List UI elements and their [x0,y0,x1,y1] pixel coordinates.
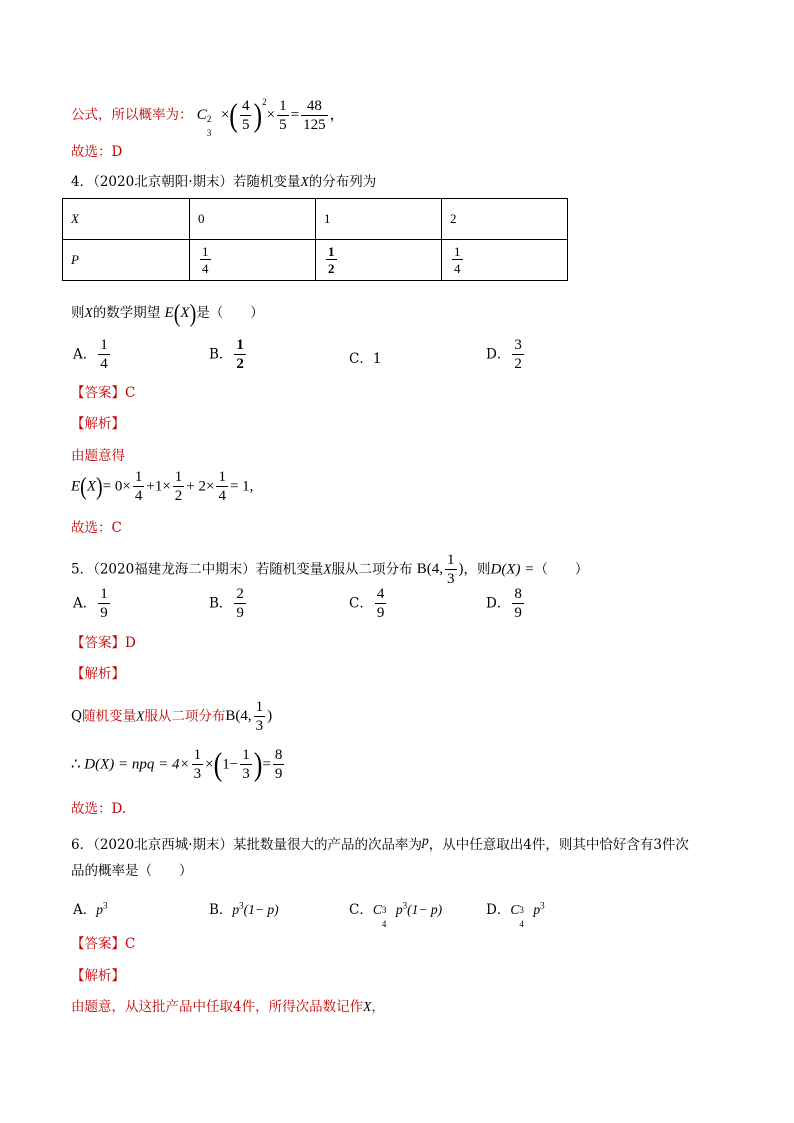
q5-answer: 【答案】D [71,635,136,651]
q5-option-a: A． $\frac{1}{9}$ [73,586,108,621]
q4-option-a: A． $\frac{1}{4}$ [73,337,108,372]
q6-option-b: B．$p^3(1- p)$ [209,900,279,918]
distribution-table [62,198,568,281]
q4-choose: 故选：C [71,520,122,536]
prev-answer: 故选：D [71,144,123,160]
q4-option-b: B． $\frac{1}{2}$ [209,337,244,372]
q5-line2: ∴ D(X) = npq = 4× $\frac{1}{3}$ ×(1− $\frac{1}{3}$ )= $\frac{8}{9}$ [71,746,283,783]
q5-option-b: B． $\frac{2}{9}$ [209,586,244,621]
q6-option-d: D．C 3 4 $p^3$ [486,900,545,929]
q5-stem: 5．（2020福建龙海二中期末）若随机变量X服从二项分布 B(4, $\frac{1}{3}$ )，则D(X) =（ ） [71,552,589,587]
intro-formula: C 2 3 ×( $\frac{4}{5}$ )$^2$× $\frac{1}{5}$ = $\frac{48}{125}$ ， [196,96,345,138]
q4-option-c: C．1 [349,351,382,367]
q5-choose: 故选：D. [71,801,127,817]
q6-line2: 品的概率是（ ） [71,863,193,879]
q6-line1: 6．（2020北京西城·期末）某批数量很大的产品的次品率为p，从中任意取出4件，则其中恰好含有3件次 [71,833,689,853]
table-row: X 0 1 2 [63,199,568,240]
q5-analysis: 【解析】 [71,666,125,682]
q4-derive: 由题意得 [71,448,125,464]
q5-option-c: C． $\frac{4}{9}$ [349,586,385,621]
q4-stem: 4．（2020北京朝阳·期末）若随机变量X的分布列为 [71,174,377,190]
q6-derive: 由题意，从这批产品中任取4件，所得次品数记作X， [71,999,385,1015]
q6-analysis: 【解析】 [71,968,125,984]
q5-option-d: D． $\frac{8}{9}$ [486,586,522,621]
q6-option-a: A．$p^3$ [73,900,108,918]
q4-ask: 则X的数学期望 E(X)是（ ） [71,299,264,328]
intro-line: 公式，所以概率为： C 2 3 ×( $\frac{4}{5}$ )$^2$× $\frac{1}{5}$ = $\frac{48}{125}$ ， [71,96,345,138]
table-row: P $\frac{1}{4}$ $\frac{1}{2}$ $\frac{1}{4}$ [63,240,568,281]
q6-option-c: C．C 3 4 $p^3(1- p)$ [349,900,443,929]
q4-analysis: 【解析】 [71,416,125,432]
q4-option-d: D． $\frac{3}{2}$ [486,337,522,372]
q4-answer: 【答案】C [71,385,136,401]
q6-answer: 【答案】C [71,936,136,952]
q4-equation: E(X)= 0× $\frac{1}{4}$ +1× $\frac{1}{2}$ + 2× $\frac{1}{4}$ = 1, [71,469,254,504]
q5-line1: Q随机变量X服从二项分布B(4, $\frac{1}{3}$ ) [71,699,273,734]
